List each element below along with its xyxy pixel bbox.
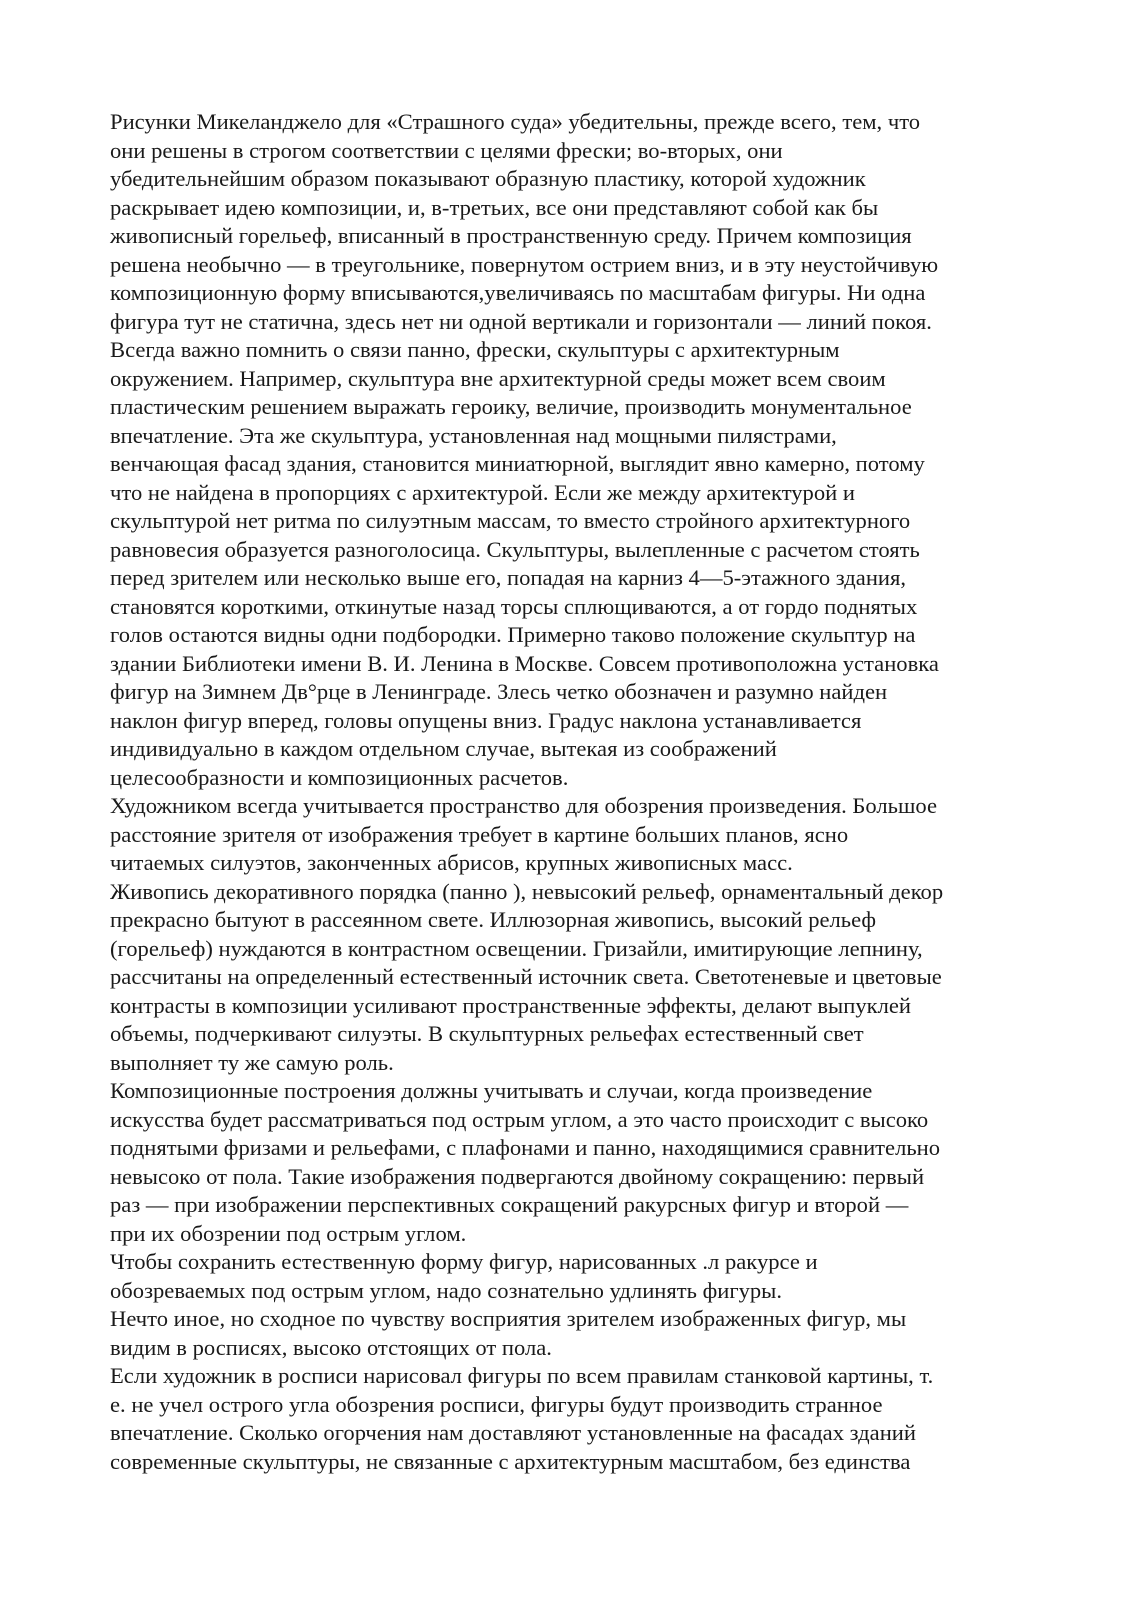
text-line: контрасты в композиции усиливают пространственные эффекты, делают выпуклей bbox=[110, 992, 911, 1018]
text-line: наклон фигур вперед, головы опущены вниз. Градус наклона устанавливается bbox=[110, 707, 862, 733]
text-line: равновесия образуется разноголосица. Скульптуры, вылепленные с расчетом стоять bbox=[110, 536, 920, 562]
text-line: (горельеф) нуждаются в контрастном освещении. Гризайли, имитирующие лепнину, bbox=[110, 935, 923, 961]
text-line: видим в росписях, высоко отстоящих от пола. bbox=[110, 1334, 552, 1360]
text-line: Если художник в росписи нарисовал фигуры по всем правилам станковой картины, т. bbox=[110, 1363, 934, 1388]
text-line: выполняет ту же самую роль. bbox=[110, 1049, 394, 1075]
text-line: раз — при изображении перспективных сокращений ракурсных фигур и второй — bbox=[110, 1192, 909, 1217]
text-line: убедительнейшим образом показывают образную пластику, которой художник bbox=[110, 166, 866, 191]
text-line: окружением. Например, скульптура вне архитектурной среды может всем своим bbox=[110, 365, 886, 391]
text-line: Нечто иное, но сходное по чувству восприятия зрителем изображенных фигур, мы bbox=[110, 1306, 907, 1331]
text-line: читаемых силуэтов, законченных абрисов, крупных живописных масс. bbox=[110, 850, 793, 875]
text-line: Всегда важно помнить о связи панно, фрески, скульптуры с архитектурным bbox=[110, 337, 840, 362]
text-line: раскрывает идею композиции, и, в-третьих, все они представляют собой как бы bbox=[110, 194, 879, 220]
text-line: целесообразности и композиционных расчетов. bbox=[110, 764, 569, 790]
text-line: фигур на Зимнем Дв°рце в Ленинграде. Злесь четко обозначен и разумно найден bbox=[110, 679, 888, 704]
text-line: впечатление. Сколько огорчения нам доставляют установленные на фасадах зданий bbox=[110, 1420, 916, 1445]
text-line: поднятыми фризами и рельефами, с плафонами и панно, находящимися сравнительно bbox=[110, 1135, 941, 1160]
text-line: композиционную форму вписываются,увеличиваясь по масштабам фигуры. Ни одна bbox=[110, 280, 926, 305]
text-line: расстояние зрителя от изображения требует в картине больших планов, ясно bbox=[110, 821, 849, 847]
text-line: пластическим решением выражать героику, величие, производить монументальное bbox=[110, 394, 912, 419]
text-line: невысоко от пола. Такие изображения подвергаются двойному сокращению: первый bbox=[110, 1163, 925, 1189]
text-line: впечатление. Эта же скульптура, установленная над мощными пилястрами, bbox=[110, 422, 837, 448]
text-line: Чтобы сохранить естественную форму фигур, нарисованных .л ракурсе и bbox=[110, 1249, 818, 1274]
text-line: здании Библиотеки имени В. И. Ленина в Москве. Совсем противоположна установка bbox=[110, 650, 939, 676]
text-line: индивидуально в каждом отдельном случае, вытекая из соображений bbox=[110, 736, 777, 761]
text-line: рассчитаны на определенный естественный источник света. Светотеневые и цветовые bbox=[110, 964, 942, 989]
text-line: становятся короткими, откинутые назад торсы сплющиваются, а от гордо поднятых bbox=[110, 593, 918, 619]
text-line: при их обозрении под острым углом. bbox=[110, 1220, 467, 1246]
text-line: что не найдена в пропорциях с архитектурой. Если же между архитектурой и bbox=[110, 479, 855, 505]
text-line: перед зрителем или несколько выше его, попадая на карниз 4—5-этажного здания, bbox=[110, 565, 907, 590]
text-line: искусства будет рассматриваться под острым углом, а это часто происходит с высоко bbox=[110, 1106, 929, 1132]
text-line: они решены в строгом соответствии с целями фрески; во-вторых, они bbox=[110, 137, 783, 163]
text-line: решена необычно — в треугольнике, повернутом острием вниз, и в эту неустойчивую bbox=[110, 251, 939, 277]
text-line: живописный горельеф, вписанный в пространственную среду. Причем композиция bbox=[110, 223, 912, 248]
text-line: Живопись декоративного порядка (панно ), невысокий рельеф, орнаментальный декор bbox=[110, 878, 944, 904]
text-line: современные скульптуры, не связанные с архитектурным масштабом, без единства bbox=[110, 1448, 911, 1474]
text-line: Рисунки Микеланджело для «Страшного суда» убедительны, прежде всего, тем, что bbox=[110, 109, 921, 134]
text-line: голов остаются видны одни подбородки. Примерно таково положение скульптур на bbox=[110, 622, 916, 647]
text-line: Композиционные построения должны учитывать и случаи, когда произведение bbox=[110, 1078, 873, 1103]
text-line: венчающая фасад здания, становится миниатюрной, выглядит явно камерно, потому bbox=[110, 451, 925, 476]
text-line: обозреваемых под острым углом, надо сознательно удлинять фигуры. bbox=[110, 1277, 783, 1303]
body-text bbox=[110, 108, 1050, 1476]
text-line: объемы, подчеркивают силуэты. В скульптурных рельефах естественный свет bbox=[110, 1021, 864, 1046]
text-line: прекрасно бытуют в рассеянном свете. Иллюзорная живопись, высокий рельеф bbox=[110, 907, 877, 932]
text-line: скульптурой нет ритма по силуэтным массам, то вместо стройного архитектурного bbox=[110, 508, 911, 533]
text-line: Художником всегда учитывается пространство для обозрения произведения. Большое bbox=[110, 793, 937, 818]
text-line: е. не учел острого угла обозрения росписи, фигуры будут производить странное bbox=[110, 1391, 883, 1417]
text-line: фигура тут не статична, здесь нет ни одной вертикали и горизонтали — линий покоя. bbox=[110, 308, 932, 334]
